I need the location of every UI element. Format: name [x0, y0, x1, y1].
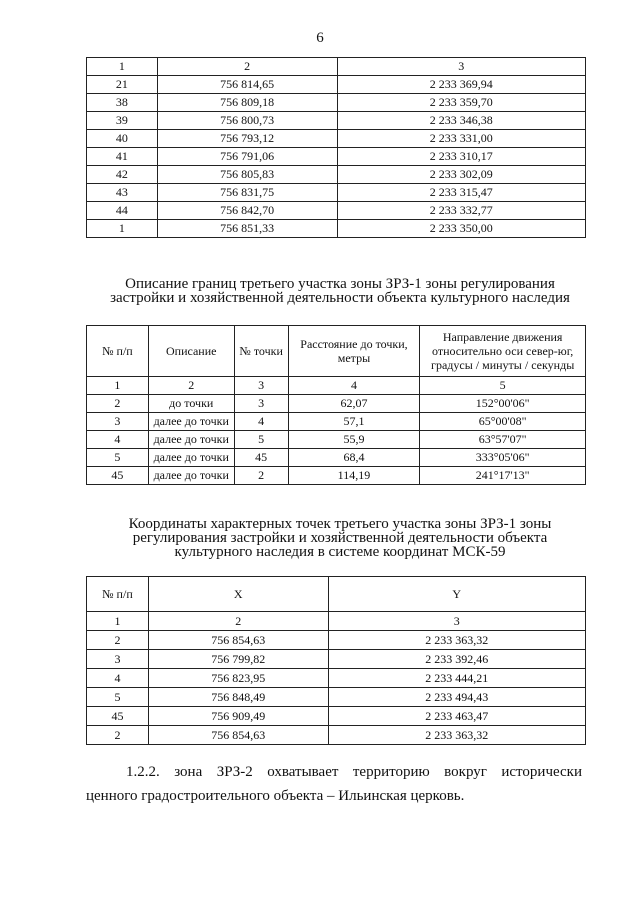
table-cell: 2 233 363,32 — [328, 631, 585, 650]
header-cell-description: Описание — [148, 326, 234, 377]
header-cell-number: № п/п — [87, 577, 149, 612]
table-cell: 4 — [87, 431, 149, 449]
table-row — [87, 631, 586, 650]
table-cell: 57,1 — [288, 413, 420, 431]
table-cell: 2 233 350,00 — [337, 220, 586, 238]
table-row — [87, 202, 586, 220]
table-cell: 2 233 444,21 — [328, 669, 585, 688]
table-row — [87, 130, 586, 148]
table-cell: 756 854,63 — [148, 726, 328, 745]
table-row — [87, 726, 586, 745]
table-cell: 2 — [87, 631, 149, 650]
table-cell: 2 233 392,46 — [328, 650, 585, 669]
table-row — [87, 650, 586, 669]
table-cell: 65°00'08" — [420, 413, 586, 431]
table-cell: 2 233 359,70 — [337, 94, 586, 112]
table-cell: 38 — [87, 94, 158, 112]
table-cell: 2 233 463,47 — [328, 707, 585, 726]
column-numbers-row — [87, 377, 586, 395]
table-cell: до точки — [148, 395, 234, 413]
table-row — [87, 431, 586, 449]
table-cell: 68,4 — [288, 449, 420, 467]
table-cell: 333°05'06" — [420, 449, 586, 467]
table-cell: 5 — [87, 688, 149, 707]
table-cell: 756 823,95 — [148, 669, 328, 688]
column-number-cell: 4 — [288, 377, 420, 395]
table-cell: 756 805,83 — [157, 166, 337, 184]
column-number-cell: 1 — [87, 377, 149, 395]
header-cell-point-number: № точки — [234, 326, 288, 377]
heading-line: Описание границ третьего участка зоны ЗРЗ-1 зоны регулирования — [125, 276, 555, 292]
table-header-row — [87, 577, 586, 612]
table-row — [87, 449, 586, 467]
table-cell: 40 — [87, 130, 158, 148]
table-cell: 2 233 369,94 — [337, 76, 586, 94]
table-cell: 756 809,18 — [157, 94, 337, 112]
table-cell: 2 233 310,17 — [337, 148, 586, 166]
coordinates-table-continued — [86, 57, 586, 238]
table-cell: далее до точки — [148, 449, 234, 467]
table-cell: 62,07 — [288, 395, 420, 413]
header-cell-x: X — [148, 577, 328, 612]
column-number-cell: 2 — [148, 612, 328, 631]
table-row — [87, 669, 586, 688]
column-number-cell: 3 — [328, 612, 585, 631]
table-cell: 756 842,70 — [157, 202, 337, 220]
header-cell-y: Y — [328, 577, 585, 612]
table-cell: 756 848,49 — [148, 688, 328, 707]
table-cell: 756 800,73 — [157, 112, 337, 130]
column-number-cell: 3 — [337, 58, 586, 76]
table-cell: 42 — [87, 166, 158, 184]
table-row — [87, 707, 586, 726]
heading-line: Координаты характерных точек третьего участка зоны ЗРЗ-1 зоны — [128, 516, 552, 532]
table-cell: 2 — [87, 726, 149, 745]
table-header-row — [87, 58, 586, 76]
table-cell: 756 854,63 — [148, 631, 328, 650]
table-cell: далее до точки — [148, 431, 234, 449]
boundary-description-table — [86, 325, 586, 485]
table-cell: 4 — [87, 669, 149, 688]
table-row — [87, 94, 586, 112]
table-row — [87, 688, 586, 707]
table-cell: 756 793,12 — [157, 130, 337, 148]
table-cell: 3 — [87, 413, 149, 431]
table-cell: 2 — [87, 395, 149, 413]
table-row — [87, 166, 586, 184]
table-cell: 43 — [87, 184, 158, 202]
table-cell: 756 799,82 — [148, 650, 328, 669]
heading-line: культурного наследия в системе координат МСК-59 — [174, 544, 506, 560]
table-cell: 756 831,75 — [157, 184, 337, 202]
table-row — [87, 76, 586, 94]
section-heading-boundary-description — [60, 277, 620, 305]
table-cell: 2 233 315,47 — [337, 184, 586, 202]
table-cell: далее до точки — [148, 467, 234, 485]
header-cell-distance: Расстояние до точки, метры — [288, 326, 420, 377]
table-cell: 756 851,33 — [157, 220, 337, 238]
table-cell: 41 — [87, 148, 158, 166]
table-cell: 4 — [234, 413, 288, 431]
table-row — [87, 413, 586, 431]
column-number-cell: 1 — [87, 612, 149, 631]
column-number-cell: 2 — [157, 58, 337, 76]
header-cell-number: № п/п — [87, 326, 149, 377]
table-cell: 2 233 302,09 — [337, 166, 586, 184]
table-cell: 241°17'13" — [420, 467, 586, 485]
table-cell: далее до точки — [148, 413, 234, 431]
table-cell: 152°00'06" — [420, 395, 586, 413]
column-number-cell: 5 — [420, 377, 586, 395]
zone-description-paragraph — [86, 760, 582, 808]
table-cell: 756 814,65 — [157, 76, 337, 94]
table-row — [87, 148, 586, 166]
column-numbers-row — [87, 612, 586, 631]
table-cell: 2 233 331,00 — [337, 130, 586, 148]
table-row — [87, 220, 586, 238]
table-row — [87, 395, 586, 413]
table-cell: 3 — [234, 395, 288, 413]
table-cell: 5 — [87, 449, 149, 467]
table-cell: 3 — [87, 650, 149, 669]
table-cell: 63°57'07" — [420, 431, 586, 449]
table-cell: 45 — [87, 467, 149, 485]
table-cell: 756 909,49 — [148, 707, 328, 726]
table-cell: 45 — [87, 707, 149, 726]
table-cell: 756 791,06 — [157, 148, 337, 166]
table-row — [87, 184, 586, 202]
table-cell: 45 — [234, 449, 288, 467]
table-cell: 2 — [234, 467, 288, 485]
paragraph-line: 1.2.2. зона ЗРЗ-2 охватывает территорию вокруг исторически — [126, 764, 582, 780]
heading-line: регулирования застройки и хозяйственной деятельности объекта — [132, 530, 548, 546]
table-row — [87, 112, 586, 130]
column-number-cell: 1 — [87, 58, 158, 76]
table-cell: 2 233 363,32 — [328, 726, 585, 745]
paragraph-line: ценного градостроительного объекта – Ильинская церковь. — [86, 788, 465, 804]
page-number: 6 — [316, 30, 324, 46]
table-header-row — [87, 326, 586, 377]
table-cell: 5 — [234, 431, 288, 449]
header-cell-direction: Направление движения относительно оси север-юг, градусы / минуты / секунды — [420, 326, 586, 377]
table-cell: 39 — [87, 112, 158, 130]
section-heading-coordinates — [60, 517, 620, 559]
column-number-cell: 2 — [148, 377, 234, 395]
table-row — [87, 467, 586, 485]
table-cell: 2 233 494,43 — [328, 688, 585, 707]
table-cell: 114,19 — [288, 467, 420, 485]
table-cell: 2 233 346,38 — [337, 112, 586, 130]
table-cell: 1 — [87, 220, 158, 238]
table-cell: 55,9 — [288, 431, 420, 449]
table-cell: 21 — [87, 76, 158, 94]
characteristic-points-table — [86, 576, 586, 745]
table-cell: 2 233 332,77 — [337, 202, 586, 220]
column-number-cell: 3 — [234, 377, 288, 395]
heading-line: застройки и хозяйственной деятельности объекта культурного наследия — [110, 290, 570, 306]
table-cell: 44 — [87, 202, 158, 220]
